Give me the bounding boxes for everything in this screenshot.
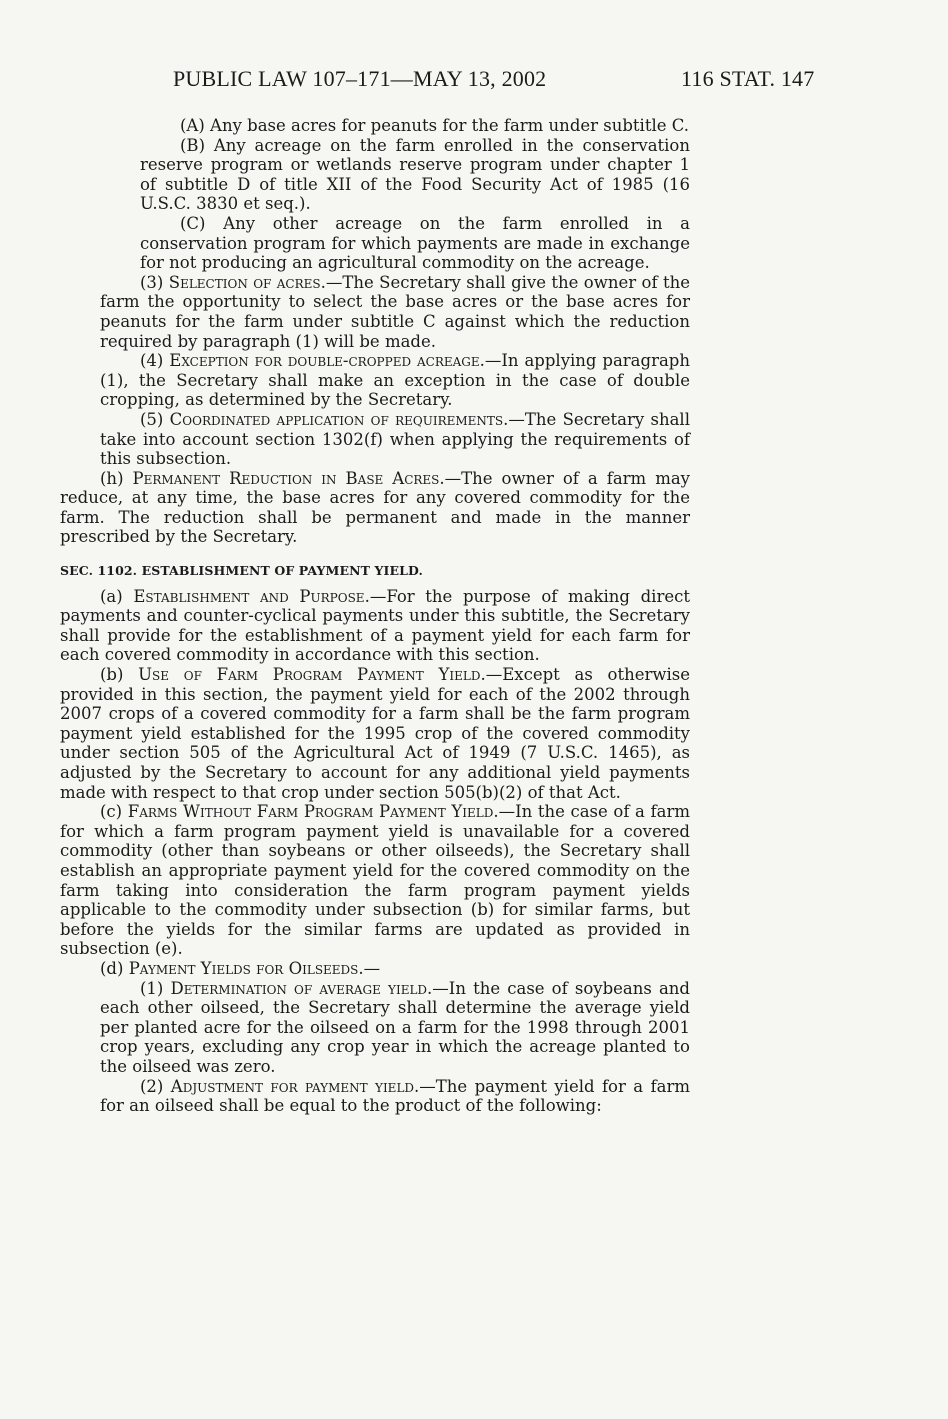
subsection-c-heading: Farms Without Farm Program Payment Yield. <box>127 802 499 822</box>
paragraph-3: (3) Selection of acres.—The Secretary shall give the owner of the farm the opportunity to select the base acres or the base acres for peanuts for the farm under subtitle C against which the reduction required by paragraph (1) will be made. <box>100 272 690 351</box>
paragraph-d2: (2) Adjustment for payment yield.—The payment yield for a farm for an oilseed shall be equal to the product of the following: <box>100 1076 690 1116</box>
paragraph-3-heading: Selection of acres. <box>168 272 326 292</box>
paragraph-d1-heading: Determination of average yield. <box>170 978 433 998</box>
paragraph-5: (5) Coordinated application of requirements.—The Secretary shall take into account section 1302(f) when applying the requirements of this subsection. <box>100 409 690 469</box>
subsection-d-heading: Payment Yields for Oilseeds. <box>128 958 364 978</box>
paragraph-d1: (1) Determination of average yield.—In the case of soybeans and each other oilseed, the Secretary shall determine the average yield per planted acre for the oilseed on a farm for the 1998 through 2001 crop years, excluding any crop year in which the acreage planted to the oilseed was zero. <box>100 978 690 1076</box>
paragraph-4: (4) Exception for double-cropped acreage.—In applying paragraph (1), the Secretary shall make an exception in the case of double cropping, as determined by the Secretary. <box>100 351 690 410</box>
subsection-c: (c) Farms Without Farm Program Payment Yield.—In the case of a farm for which a farm program payment yield is unavailable for a covered commodity (other than soybeans or other oilseeds), the Secretary shall establish an appropriate payment yield for the covered commodity on the farm taking into consideration the farm program payment yields applicable to the commodity under subsection (b) for similar farms, but before the yields for the similar farms are updated as provided in subsection (e). <box>60 802 690 959</box>
page-body <box>60 116 690 1116</box>
subsection-b: (b) Use of Farm Program Payment Yield.—Except as otherwise provided in this section, the payment yield for each of the 2002 through 2007 crops of a covered commodity for a farm shall be the farm program payment yield established for the 1995 crop of the covered commodity under section 505 of the Agricultural Act of 1949 (7 U.S.C. 1465), as adjusted by the Secretary to account for any additional yield payments made with respect to that crop under section 505(b)(2) of that Act. <box>60 665 690 802</box>
subsection-h: (h) Permanent Reduction in Base Acres.—The owner of a farm may reduce, at any time, the base acres for any covered commodity for the farm. The reduction shall be permanent and made in the manner prescribed by the Secretary. <box>60 468 691 547</box>
header-public-law: PUBLIC LAW 107–171—MAY 13, 2002 <box>173 66 547 91</box>
running-header <box>173 66 833 96</box>
subsection-b-heading: Use of Farm Program Payment Yield. <box>138 665 486 685</box>
subparagraph-b: (B) Any acreage on the farm enrolled in the conservation reserve program or wetlands reserve program under chapter 1 of subtitle D of title XII of the Food Security Act of 1985 (16 U.S.C. 3830 et seq.). <box>140 135 690 214</box>
paragraph-4-heading: Exception for double-cropped acreage. <box>169 351 485 371</box>
header-stat-page: 116 STAT. 147 <box>681 66 815 91</box>
subparagraph-a: (A) Any base acres for peanuts for the farm under subtitle C. <box>180 116 690 135</box>
section-heading: SEC. 1102. ESTABLISHMENT OF PAYMENT YIELD. <box>60 563 423 579</box>
subparagraph-c: (C) Any other acreage on the farm enrolled in a conservation program for which payments are made in exchange for not producing an agricultural commodity on the acreage. <box>140 213 690 273</box>
subsection-d: (d) Payment Yields for Oilseeds.— <box>100 958 381 978</box>
subsection-a-heading: Establishment and Purpose. <box>133 586 370 606</box>
subsection-a: (a) Establishment and Purpose.—For the purpose of making direct payments and counter-cyclical payments under this subtitle, the Secretary shall provide for the establishment of a payment yield for each farm for each covered commodity in accordance with this section. <box>60 586 690 665</box>
paragraph-5-heading: Coordinated application of requirements. <box>169 409 509 429</box>
paragraph-d2-heading: Adjustment for payment yield. <box>170 1076 420 1096</box>
subsection-h-heading: Permanent Reduction in Base Acres. <box>132 468 445 488</box>
